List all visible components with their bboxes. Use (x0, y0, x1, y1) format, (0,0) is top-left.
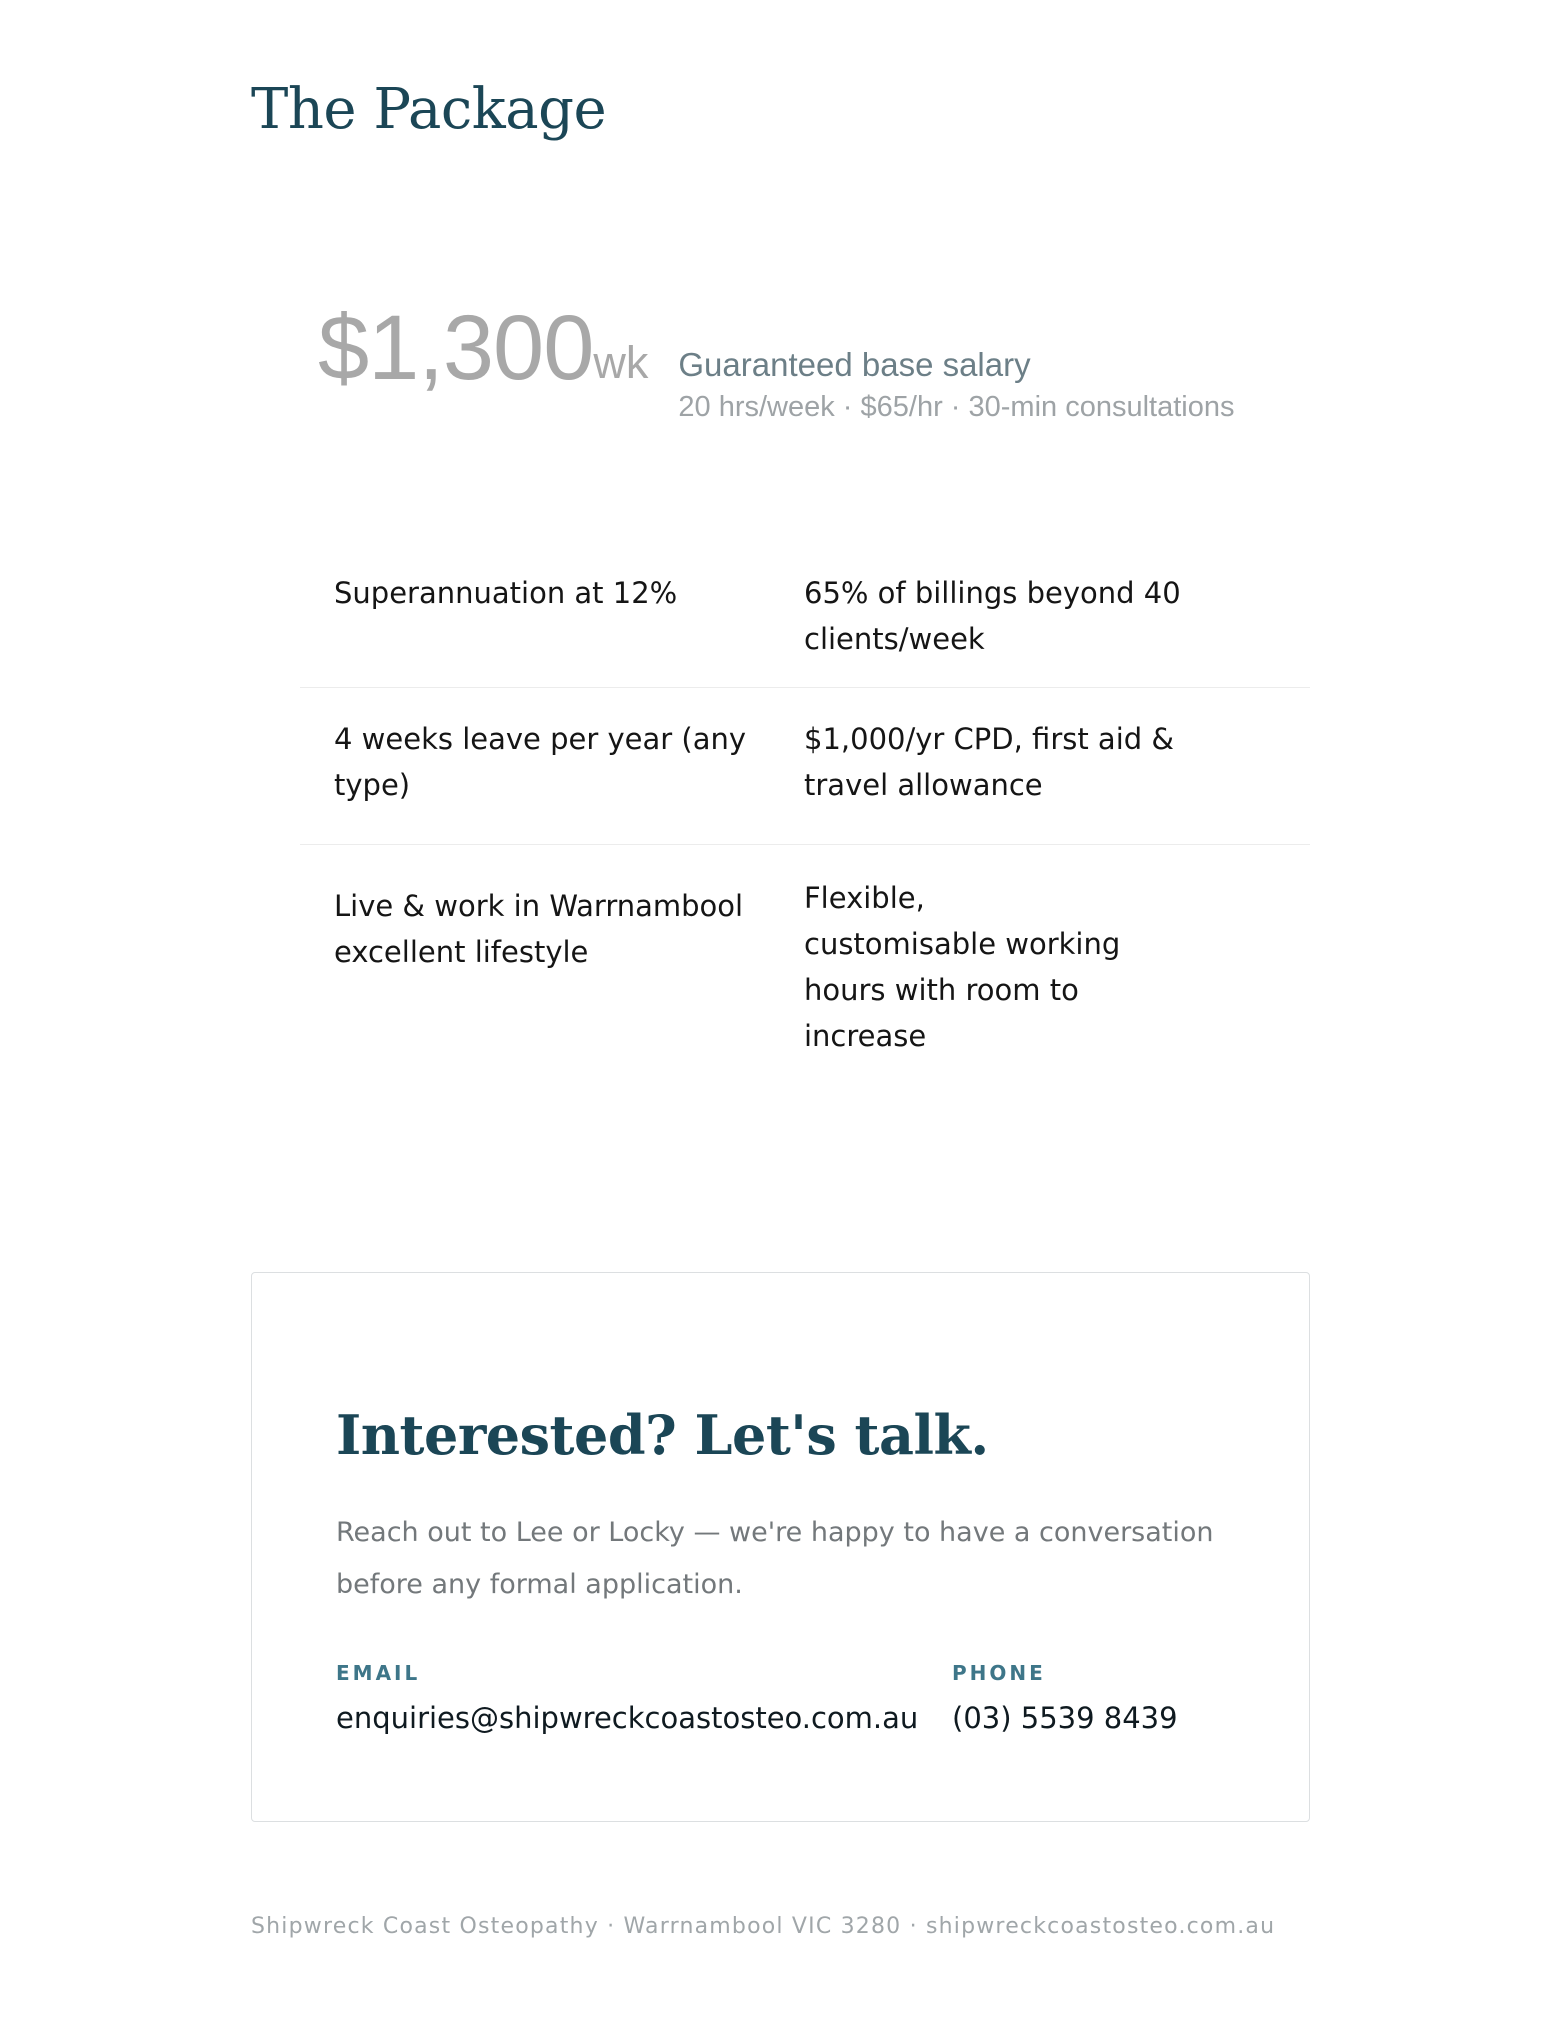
contact-title: Interested? Let's talk. (336, 1403, 989, 1467)
phone-link[interactable]: (03) 5539 8439 (952, 1701, 1178, 1735)
benefit-row (300, 558, 1310, 688)
benefit-item: Superannuation at 12% (334, 576, 678, 610)
contact-lead: Reach out to Lee or Locky — we're happy to have a conversation before any formal application. (336, 1517, 1214, 1600)
contact-card (251, 1272, 1310, 1822)
benefit-item: 65% of billings beyond 40 clients/week (804, 576, 1181, 656)
benefit-item: $1,000/yr CPD, first aid & travel allowance (804, 722, 1175, 802)
salary-label: Guaranteed base salary (678, 346, 1031, 383)
email-label: EMAIL (336, 1661, 421, 1685)
page-title: The Package (251, 77, 607, 142)
benefit-row (300, 688, 1310, 845)
salary-info (678, 344, 1234, 427)
benefit-item: Flexible, customisable working hours with room to increase (804, 881, 1121, 1053)
salary-unit: wk (593, 337, 649, 388)
benefit-row (300, 845, 1310, 1053)
benefit-item: 4 weeks leave per year (any type) (334, 722, 747, 802)
salary-block (318, 297, 1235, 427)
benefit-item: Live & work in Warrnambool excellent lifestyle (334, 889, 744, 969)
footer-text: Shipwreck Coast Osteopathy · Warrnambool VIC 3280 · shipwreckcoastosteo.com.au (251, 1914, 1276, 1939)
benefits-list (300, 558, 1310, 1053)
email-link[interactable]: enquiries@shipwreckcoastosteo.com.au (336, 1701, 919, 1735)
phone-label: PHONE (952, 1661, 1046, 1685)
salary-amount: $1,300 (318, 297, 594, 399)
salary-detail: 20 hrs/week · $65/hr · 30-min consultations (678, 391, 1235, 424)
